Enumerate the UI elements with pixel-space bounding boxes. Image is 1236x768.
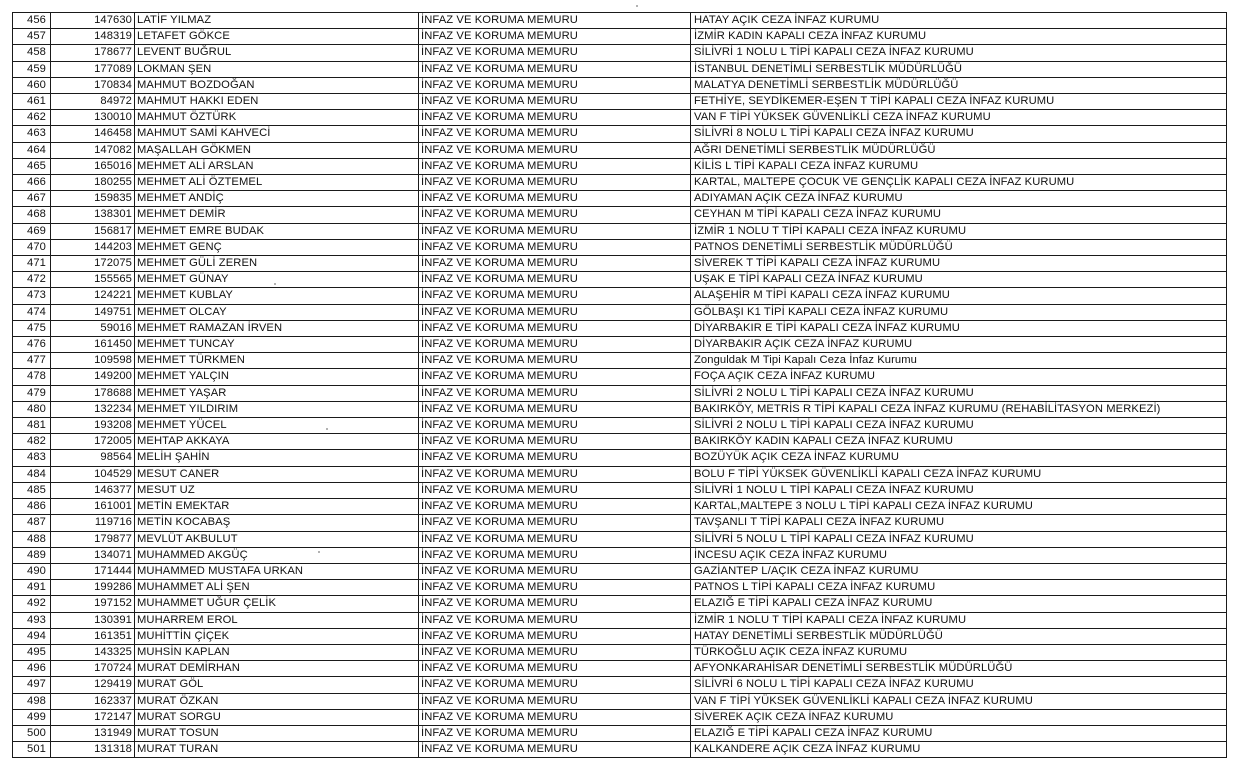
title-cell: İNFAZ VE KORUMA MEMURU <box>419 547 691 563</box>
registry-number-cell: 134071 <box>51 547 135 563</box>
table-row <box>13 256 1227 272</box>
table-row <box>13 94 1227 110</box>
personnel-table-body <box>13 13 1227 758</box>
institution-cell: KİLİS L TİPİ KAPALI CEZA İNFAZ KURUMU <box>691 158 1227 174</box>
institution-cell: İZMİR 1 NOLU T TİPİ KAPALI CEZA İNFAZ KURUMU <box>691 612 1227 628</box>
row-number-cell: 482 <box>13 434 51 450</box>
row-number-cell: 496 <box>13 661 51 677</box>
institution-cell: ELAZIĞ E TİPİ KAPALI CEZA İNFAZ KURUMU <box>691 596 1227 612</box>
institution-cell: DİYARBAKIR AÇIK CEZA İNFAZ KURUMU <box>691 337 1227 353</box>
row-number-cell: 495 <box>13 644 51 660</box>
institution-cell: MALATYA DENETİMLİ SERBESTLİK MÜDÜRLÜĞÜ <box>691 77 1227 93</box>
registry-number-cell: 155565 <box>51 272 135 288</box>
title-cell: İNFAZ VE KORUMA MEMURU <box>419 158 691 174</box>
full-name-cell: MUHARREM EROL <box>135 612 419 628</box>
row-number-cell: 500 <box>13 725 51 741</box>
registry-number-cell: 146458 <box>51 126 135 142</box>
table-row <box>13 29 1227 45</box>
full-name-cell: MEHMET OLCAY <box>135 304 419 320</box>
registry-number-cell: 179877 <box>51 531 135 547</box>
registry-number-cell: 177089 <box>51 61 135 77</box>
registry-number-cell: 104529 <box>51 466 135 482</box>
institution-cell: BOLU F TİPİ YÜKSEK GÜVENLİKLİ KAPALI CEZA İNFAZ KURUMU <box>691 466 1227 482</box>
row-number-cell: 467 <box>13 191 51 207</box>
registry-number-cell: 146377 <box>51 482 135 498</box>
title-cell: İNFAZ VE KORUMA MEMURU <box>419 385 691 401</box>
title-cell: İNFAZ VE KORUMA MEMURU <box>419 450 691 466</box>
full-name-cell: MAŞALLAH GÖKMEN <box>135 142 419 158</box>
title-cell: İNFAZ VE KORUMA MEMURU <box>419 126 691 142</box>
row-number-cell: 478 <box>13 369 51 385</box>
scan-speck <box>326 428 328 430</box>
institution-cell: FOÇA AÇIK CEZA İNFAZ KURUMU <box>691 369 1227 385</box>
institution-cell: Zonguldak M Tipi Kapalı Ceza İnfaz Kurumu <box>691 353 1227 369</box>
table-row <box>13 531 1227 547</box>
full-name-cell: MEHMET ALİ ÖZTEMEL <box>135 175 419 191</box>
title-cell: İNFAZ VE KORUMA MEMURU <box>419 482 691 498</box>
registry-number-cell: 172075 <box>51 256 135 272</box>
title-cell: İNFAZ VE KORUMA MEMURU <box>419 94 691 110</box>
institution-cell: SİLİVRİ 2 NOLU L TİPİ KAPALI CEZA İNFAZ KURUMU <box>691 385 1227 401</box>
institution-cell: İZMİR 1 NOLU T TİPİ KAPALI CEZA İNFAZ KURUMU <box>691 223 1227 239</box>
title-cell: İNFAZ VE KORUMA MEMURU <box>419 320 691 336</box>
table-row <box>13 223 1227 239</box>
table-row <box>13 337 1227 353</box>
registry-number-cell: 144203 <box>51 239 135 255</box>
table-row <box>13 725 1227 741</box>
row-number-cell: 480 <box>13 401 51 417</box>
institution-cell: TÜRKOĞLU AÇIK CEZA İNFAZ KURUMU <box>691 644 1227 660</box>
institution-cell: TAVŞANLI T TİPİ KAPALI CEZA İNFAZ KURUMU <box>691 515 1227 531</box>
registry-number-cell: 172005 <box>51 434 135 450</box>
registry-number-cell: 130010 <box>51 110 135 126</box>
title-cell: İNFAZ VE KORUMA MEMURU <box>419 580 691 596</box>
institution-cell: DİYARBAKIR E TİPİ KAPALI CEZA İNFAZ KURUMU <box>691 320 1227 336</box>
institution-cell: FETHİYE, SEYDİKEMER-EŞEN T TİPİ KAPALI CEZA İNFAZ KURUMU <box>691 94 1227 110</box>
title-cell: İNFAZ VE KORUMA MEMURU <box>419 742 691 758</box>
institution-cell: ALAŞEHİR M TİPİ KAPALI CEZA İNFAZ KURUMU <box>691 288 1227 304</box>
institution-cell: SİVEREK T TİPİ KAPALI CEZA İNFAZ KURUMU <box>691 256 1227 272</box>
table-row <box>13 304 1227 320</box>
institution-cell: SİLİVRİ 2 NOLU L TİPİ KAPALI CEZA İNFAZ KURUMU <box>691 418 1227 434</box>
full-name-cell: MUHSİN KAPLAN <box>135 644 419 660</box>
institution-cell: BAKIRKÖY KADIN KAPALI CEZA İNFAZ KURUMU <box>691 434 1227 450</box>
full-name-cell: MELİH ŞAHİN <box>135 450 419 466</box>
scan-speck <box>274 283 276 285</box>
registry-number-cell: 178688 <box>51 385 135 401</box>
institution-cell: GÖLBAŞI K1 TİPİ KAPALI CEZA İNFAZ KURUMU <box>691 304 1227 320</box>
row-number-cell: 476 <box>13 337 51 353</box>
personnel-table <box>12 12 1227 758</box>
row-number-cell: 486 <box>13 499 51 515</box>
full-name-cell: LEVENT BUĞRUL <box>135 45 419 61</box>
registry-number-cell: 130391 <box>51 612 135 628</box>
institution-cell: SİLİVRİ 1 NOLU L TİPİ KAPALI CEZA İNFAZ KURUMU <box>691 482 1227 498</box>
full-name-cell: METİN KOCABAŞ <box>135 515 419 531</box>
full-name-cell: MURAT TURAN <box>135 742 419 758</box>
title-cell: İNFAZ VE KORUMA MEMURU <box>419 304 691 320</box>
institution-cell: ADIYAMAN AÇIK CEZA İNFAZ KURUMU <box>691 191 1227 207</box>
row-number-cell: 472 <box>13 272 51 288</box>
full-name-cell: MURAT DEMİRHAN <box>135 661 419 677</box>
table-row <box>13 239 1227 255</box>
table-row <box>13 418 1227 434</box>
full-name-cell: MEVLÜT AKBULUT <box>135 531 419 547</box>
institution-cell: İZMİR KADIN KAPALI CEZA İNFAZ KURUMU <box>691 29 1227 45</box>
title-cell: İNFAZ VE KORUMA MEMURU <box>419 61 691 77</box>
registry-number-cell: 59016 <box>51 320 135 336</box>
full-name-cell: MUHAMMET UĞUR ÇELİK <box>135 596 419 612</box>
table-row <box>13 677 1227 693</box>
title-cell: İNFAZ VE KORUMA MEMURU <box>419 77 691 93</box>
institution-cell: BAKIRKÖY, METRİS R TİPİ KAPALI CEZA İNFAZ KURUMU (REHABİLİTASYON MERKEZİ) <box>691 401 1227 417</box>
table-row <box>13 515 1227 531</box>
registry-number-cell: 159835 <box>51 191 135 207</box>
row-number-cell: 492 <box>13 596 51 612</box>
row-number-cell: 477 <box>13 353 51 369</box>
row-number-cell: 494 <box>13 628 51 644</box>
row-number-cell: 473 <box>13 288 51 304</box>
table-row <box>13 288 1227 304</box>
row-number-cell: 475 <box>13 320 51 336</box>
full-name-cell: MUHAMMET ALİ ŞEN <box>135 580 419 596</box>
table-row <box>13 369 1227 385</box>
title-cell: İNFAZ VE KORUMA MEMURU <box>419 499 691 515</box>
full-name-cell: LATİF YILMAZ <box>135 13 419 29</box>
registry-number-cell: 199286 <box>51 580 135 596</box>
full-name-cell: MEHMET KUBLAY <box>135 288 419 304</box>
title-cell: İNFAZ VE KORUMA MEMURU <box>419 693 691 709</box>
row-number-cell: 483 <box>13 450 51 466</box>
institution-cell: SİVEREK AÇIK CEZA İNFAZ KURUMU <box>691 709 1227 725</box>
full-name-cell: MEHMET EMRE BUDAK <box>135 223 419 239</box>
institution-cell: KARTAL, MALTEPE ÇOCUK VE GENÇLİK KAPALI CEZA İNFAZ KURUMU <box>691 175 1227 191</box>
title-cell: İNFAZ VE KORUMA MEMURU <box>419 29 691 45</box>
row-number-cell: 471 <box>13 256 51 272</box>
row-number-cell: 466 <box>13 175 51 191</box>
full-name-cell: MEHMET GÜLİ ZEREN <box>135 256 419 272</box>
registry-number-cell: 149200 <box>51 369 135 385</box>
full-name-cell: MEHMET TUNCAY <box>135 337 419 353</box>
row-number-cell: 490 <box>13 563 51 579</box>
table-row <box>13 563 1227 579</box>
table-row <box>13 272 1227 288</box>
table-row <box>13 612 1227 628</box>
registry-number-cell: 171444 <box>51 563 135 579</box>
institution-cell: VAN F TİPİ YÜKSEK GÜVENLİKLİ CEZA İNFAZ KURUMU <box>691 110 1227 126</box>
full-name-cell: METİN EMEKTAR <box>135 499 419 515</box>
title-cell: İNFAZ VE KORUMA MEMURU <box>419 725 691 741</box>
row-number-cell: 463 <box>13 126 51 142</box>
title-cell: İNFAZ VE KORUMA MEMURU <box>419 418 691 434</box>
title-cell: İNFAZ VE KORUMA MEMURU <box>419 223 691 239</box>
row-number-cell: 460 <box>13 77 51 93</box>
scan-speck <box>636 5 638 7</box>
institution-cell: AFYONKARAHİSAR DENETİMLİ SERBESTLİK MÜDÜRLÜĞÜ <box>691 661 1227 677</box>
registry-number-cell: 109598 <box>51 353 135 369</box>
full-name-cell: MEHMET TÜRKMEN <box>135 353 419 369</box>
title-cell: İNFAZ VE KORUMA MEMURU <box>419 337 691 353</box>
row-number-cell: 468 <box>13 207 51 223</box>
row-number-cell: 498 <box>13 693 51 709</box>
full-name-cell: MEHTAP AKKAYA <box>135 434 419 450</box>
table-row <box>13 709 1227 725</box>
registry-number-cell: 162337 <box>51 693 135 709</box>
title-cell: İNFAZ VE KORUMA MEMURU <box>419 256 691 272</box>
full-name-cell: MEHMET YAŞAR <box>135 385 419 401</box>
registry-number-cell: 172147 <box>51 709 135 725</box>
institution-cell: GAZİANTEP L/AÇIK CEZA İNFAZ KURUMU <box>691 563 1227 579</box>
institution-cell: CEYHAN M TİPİ KAPALI CEZA İNFAZ KURUMU <box>691 207 1227 223</box>
row-number-cell: 493 <box>13 612 51 628</box>
full-name-cell: MEHMET YILDIRIM <box>135 401 419 417</box>
institution-cell: İNCESU AÇIK CEZA İNFAZ KURUMU <box>691 547 1227 563</box>
registry-number-cell: 131949 <box>51 725 135 741</box>
registry-number-cell: 132234 <box>51 401 135 417</box>
title-cell: İNFAZ VE KORUMA MEMURU <box>419 709 691 725</box>
title-cell: İNFAZ VE KORUMA MEMURU <box>419 644 691 660</box>
table-row <box>13 466 1227 482</box>
title-cell: İNFAZ VE KORUMA MEMURU <box>419 515 691 531</box>
row-number-cell: 457 <box>13 29 51 45</box>
institution-cell: BOZÜYÜK AÇIK CEZA İNFAZ KURUMU <box>691 450 1227 466</box>
registry-number-cell: 84972 <box>51 94 135 110</box>
full-name-cell: MEHMET YÜCEL <box>135 418 419 434</box>
full-name-cell: MURAT SORGU <box>135 709 419 725</box>
row-number-cell: 489 <box>13 547 51 563</box>
row-number-cell: 497 <box>13 677 51 693</box>
registry-number-cell: 131318 <box>51 742 135 758</box>
row-number-cell: 474 <box>13 304 51 320</box>
registry-number-cell: 193208 <box>51 418 135 434</box>
full-name-cell: LOKMAN ŞEN <box>135 61 419 77</box>
table-row <box>13 482 1227 498</box>
registry-number-cell: 165016 <box>51 158 135 174</box>
row-number-cell: 499 <box>13 709 51 725</box>
title-cell: İNFAZ VE KORUMA MEMURU <box>419 175 691 191</box>
registry-number-cell: 149751 <box>51 304 135 320</box>
registry-number-cell: 180255 <box>51 175 135 191</box>
title-cell: İNFAZ VE KORUMA MEMURU <box>419 531 691 547</box>
row-number-cell: 462 <box>13 110 51 126</box>
full-name-cell: MESUT CANER <box>135 466 419 482</box>
table-row <box>13 158 1227 174</box>
registry-number-cell: 124221 <box>51 288 135 304</box>
table-row <box>13 110 1227 126</box>
row-number-cell: 456 <box>13 13 51 29</box>
title-cell: İNFAZ VE KORUMA MEMURU <box>419 353 691 369</box>
table-row <box>13 693 1227 709</box>
institution-cell: SİLİVRİ 6 NOLU L TİPİ KAPALI CEZA İNFAZ KURUMU <box>691 677 1227 693</box>
title-cell: İNFAZ VE KORUMA MEMURU <box>419 466 691 482</box>
row-number-cell: 458 <box>13 45 51 61</box>
row-number-cell: 459 <box>13 61 51 77</box>
table-row <box>13 547 1227 563</box>
institution-cell: HATAY AÇIK CEZA İNFAZ KURUMU <box>691 13 1227 29</box>
full-name-cell: MEHMET GÜNAY <box>135 272 419 288</box>
row-number-cell: 488 <box>13 531 51 547</box>
row-number-cell: 491 <box>13 580 51 596</box>
table-row <box>13 126 1227 142</box>
registry-number-cell: 148319 <box>51 29 135 45</box>
full-name-cell: MAHMUT ÖZTÜRK <box>135 110 419 126</box>
table-row <box>13 77 1227 93</box>
title-cell: İNFAZ VE KORUMA MEMURU <box>419 434 691 450</box>
table-row <box>13 13 1227 29</box>
full-name-cell: MEHMET GENÇ <box>135 239 419 255</box>
personnel-list-sheet <box>12 12 1226 758</box>
title-cell: İNFAZ VE KORUMA MEMURU <box>419 191 691 207</box>
registry-number-cell: 143325 <box>51 644 135 660</box>
full-name-cell: MURAT GÖL <box>135 677 419 693</box>
title-cell: İNFAZ VE KORUMA MEMURU <box>419 207 691 223</box>
institution-cell: VAN F TİPİ YÜKSEK GÜVENLİKLİ KAPALI CEZA İNFAZ KURUMU <box>691 693 1227 709</box>
registry-number-cell: 147082 <box>51 142 135 158</box>
row-number-cell: 461 <box>13 94 51 110</box>
registry-number-cell: 161351 <box>51 628 135 644</box>
table-row <box>13 499 1227 515</box>
table-row <box>13 628 1227 644</box>
full-name-cell: MURAT ÖZKAN <box>135 693 419 709</box>
row-number-cell: 484 <box>13 466 51 482</box>
table-row <box>13 661 1227 677</box>
registry-number-cell: 197152 <box>51 596 135 612</box>
row-number-cell: 487 <box>13 515 51 531</box>
institution-cell: SİLİVRİ 8 NOLU L TİPİ KAPALI CEZA İNFAZ KURUMU <box>691 126 1227 142</box>
registry-number-cell: 161001 <box>51 499 135 515</box>
institution-cell: SİLİVRİ 5 NOLU L TİPİ KAPALI CEZA İNFAZ KURUMU <box>691 531 1227 547</box>
table-row <box>13 175 1227 191</box>
title-cell: İNFAZ VE KORUMA MEMURU <box>419 369 691 385</box>
institution-cell: KARTAL,MALTEPE 3 NOLU L TİPİ KAPALI CEZA İNFAZ KURUMU <box>691 499 1227 515</box>
table-row <box>13 385 1227 401</box>
title-cell: İNFAZ VE KORUMA MEMURU <box>419 45 691 61</box>
registry-number-cell: 98564 <box>51 450 135 466</box>
institution-cell: İSTANBUL DENETİMLİ SERBESTLİK MÜDÜRLÜĞÜ <box>691 61 1227 77</box>
table-row <box>13 45 1227 61</box>
row-number-cell: 479 <box>13 385 51 401</box>
title-cell: İNFAZ VE KORUMA MEMURU <box>419 13 691 29</box>
full-name-cell: MUHAMMED MUSTAFA URKAN <box>135 563 419 579</box>
table-row <box>13 401 1227 417</box>
table-row <box>13 450 1227 466</box>
full-name-cell: MEHMET ALİ ARSLAN <box>135 158 419 174</box>
title-cell: İNFAZ VE KORUMA MEMURU <box>419 677 691 693</box>
registry-number-cell: 147630 <box>51 13 135 29</box>
full-name-cell: MUHAMMED AKGÜÇ <box>135 547 419 563</box>
registry-number-cell: 129419 <box>51 677 135 693</box>
institution-cell: PATNOS DENETİMLİ SERBESTLİK MÜDÜRLÜĞÜ <box>691 239 1227 255</box>
full-name-cell: MAHMUT BOZDOĞAN <box>135 77 419 93</box>
row-number-cell: 465 <box>13 158 51 174</box>
table-row <box>13 434 1227 450</box>
full-name-cell: MEHMET DEMİR <box>135 207 419 223</box>
institution-cell: SİLİVRİ 1 NOLU L TİPİ KAPALI CEZA İNFAZ KURUMU <box>691 45 1227 61</box>
registry-number-cell: 156817 <box>51 223 135 239</box>
table-row <box>13 61 1227 77</box>
title-cell: İNFAZ VE KORUMA MEMURU <box>419 239 691 255</box>
registry-number-cell: 161450 <box>51 337 135 353</box>
title-cell: İNFAZ VE KORUMA MEMURU <box>419 612 691 628</box>
full-name-cell: LETAFET GÖKCE <box>135 29 419 45</box>
title-cell: İNFAZ VE KORUMA MEMURU <box>419 142 691 158</box>
full-name-cell: MAHMUT HAKKI EDEN <box>135 94 419 110</box>
table-row <box>13 353 1227 369</box>
table-row <box>13 207 1227 223</box>
title-cell: İNFAZ VE KORUMA MEMURU <box>419 661 691 677</box>
registry-number-cell: 138301 <box>51 207 135 223</box>
row-number-cell: 464 <box>13 142 51 158</box>
table-row <box>13 644 1227 660</box>
table-row <box>13 142 1227 158</box>
row-number-cell: 470 <box>13 239 51 255</box>
table-row <box>13 191 1227 207</box>
scan-speck <box>318 551 320 553</box>
title-cell: İNFAZ VE KORUMA MEMURU <box>419 288 691 304</box>
table-row <box>13 596 1227 612</box>
full-name-cell: MURAT TOSUN <box>135 725 419 741</box>
table-row <box>13 580 1227 596</box>
full-name-cell: MEHMET RAMAZAN İRVEN <box>135 320 419 336</box>
table-row <box>13 320 1227 336</box>
title-cell: İNFAZ VE KORUMA MEMURU <box>419 628 691 644</box>
institution-cell: AĞRI DENETİMLİ SERBESTLİK MÜDÜRLÜĞÜ <box>691 142 1227 158</box>
institution-cell: ELAZIĞ E TİPİ KAPALI CEZA İNFAZ KURUMU <box>691 725 1227 741</box>
full-name-cell: MEHMET ANDİÇ <box>135 191 419 207</box>
row-number-cell: 501 <box>13 742 51 758</box>
title-cell: İNFAZ VE KORUMA MEMURU <box>419 272 691 288</box>
registry-number-cell: 170834 <box>51 77 135 93</box>
title-cell: İNFAZ VE KORUMA MEMURU <box>419 110 691 126</box>
row-number-cell: 485 <box>13 482 51 498</box>
row-number-cell: 469 <box>13 223 51 239</box>
full-name-cell: MEHMET YALÇIN <box>135 369 419 385</box>
full-name-cell: MAHMUT SAMİ KAHVECİ <box>135 126 419 142</box>
full-name-cell: MUHİTTİN ÇİÇEK <box>135 628 419 644</box>
registry-number-cell: 119716 <box>51 515 135 531</box>
institution-cell: HATAY DENETİMLİ SERBESTLİK MÜDÜRLÜĞÜ <box>691 628 1227 644</box>
title-cell: İNFAZ VE KORUMA MEMURU <box>419 563 691 579</box>
title-cell: İNFAZ VE KORUMA MEMURU <box>419 596 691 612</box>
institution-cell: PATNOS L TİPİ KAPALI CEZA İNFAZ KURUMU <box>691 580 1227 596</box>
table-row <box>13 742 1227 758</box>
institution-cell: UŞAK E TİPİ KAPALI CEZA İNFAZ KURUMU <box>691 272 1227 288</box>
full-name-cell: MESUT UZ <box>135 482 419 498</box>
institution-cell: KALKANDERE AÇIK CEZA İNFAZ KURUMU <box>691 742 1227 758</box>
registry-number-cell: 178677 <box>51 45 135 61</box>
row-number-cell: 481 <box>13 418 51 434</box>
title-cell: İNFAZ VE KORUMA MEMURU <box>419 401 691 417</box>
registry-number-cell: 170724 <box>51 661 135 677</box>
